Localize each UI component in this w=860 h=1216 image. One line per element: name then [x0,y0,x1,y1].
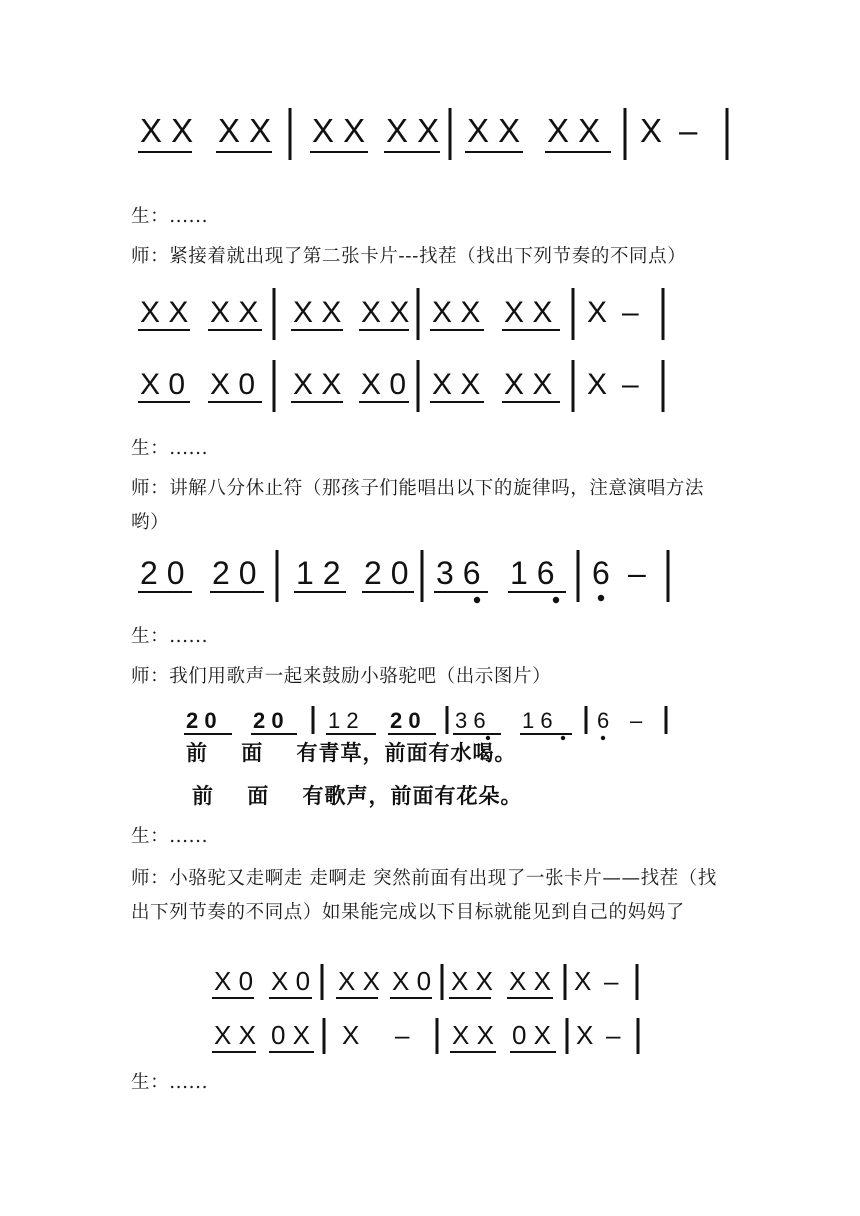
note: 6 [592,555,610,591]
note: 2 0 [212,555,257,591]
note: – [628,555,646,591]
note: – [395,1020,410,1050]
note: X X [504,296,553,329]
student-reply: 生：...... [131,626,209,647]
note: – [604,966,619,996]
note: X 0 [214,966,254,996]
note: 1 2 [328,708,359,733]
note: 2 0 [186,708,217,733]
note: 2 0 [140,555,185,591]
note: – [630,708,643,733]
student-reply: 生：...... [131,438,209,459]
note: X X [451,966,493,996]
note: X [576,1020,594,1050]
note: 2 0 [364,555,409,591]
note: X X [509,966,551,996]
note: 1 2 [296,555,341,591]
note: X 0 [361,368,407,401]
lyric-line-1: 前 面 有青草，前面有水喝。 [186,741,517,765]
student-reply: 生：...... [131,206,209,227]
note: 6 [597,708,610,733]
note: X X [338,966,380,996]
note: 1 6 [522,708,553,733]
teacher-line: 师：紧接着就出现了第二张卡片---找茬（找出下列节奏的不同点） [131,246,687,267]
note: X 0 [140,368,186,401]
note: X X [293,296,342,329]
student-reply: 生：...... [131,1072,209,1093]
note: X 0 [210,368,256,401]
note: X X [218,112,272,149]
note: – [622,296,639,329]
note: X X [547,112,601,149]
note: 0 X [271,1020,311,1050]
rhythm-score-b2 [0,352,860,432]
note: X [640,112,663,149]
note: – [606,1020,621,1050]
note: X X [312,112,366,149]
note: X X [467,112,521,149]
note: X [574,966,592,996]
lyric-line-2: 前 面 有歌声，前面有花朵。 [192,784,523,808]
note: – [679,112,698,149]
note: X X [504,368,553,401]
note: X 0 [392,966,432,996]
note: – [622,368,639,401]
note: X 0 [271,966,311,996]
note: 0 X [512,1020,552,1050]
note: X X [361,296,410,329]
note: X [587,296,608,329]
melody-score-1 [0,542,860,622]
note: X X [293,368,342,401]
note: 2 0 [253,708,284,733]
note: X X [452,1020,494,1050]
note: X X [140,112,194,149]
teacher-line: 师：我们用歌声一起来鼓励小骆驼吧（出示图片） [131,666,552,687]
note: X X [432,296,481,329]
note: 1 6 [510,555,555,591]
note: X [587,368,608,401]
note: 3 6 [436,555,481,591]
teacher-line: 师：讲解八分休止符（那孩子们能唱出以下的旋律吗，注意演唱方法哟） [131,478,705,533]
rhythm-score-b1 [0,280,860,360]
note: X X [432,368,481,401]
note: X X [386,112,440,149]
note: X X [210,296,259,329]
rhythm-score-a [0,100,860,180]
student-reply: 生：...... [131,826,209,847]
note: X [342,1020,360,1050]
teacher-line: 师：小骆驼又走啊走 走啊走 突然前面有出现了一张卡片——找茬（找出下列节奏的不同点）如果能完成以下目标就能见到自己的妈妈了 [131,868,717,923]
note: X X [214,1020,256,1050]
note: 3 6 [455,708,486,733]
note: X X [140,296,189,329]
note: 2 0 [390,708,421,733]
